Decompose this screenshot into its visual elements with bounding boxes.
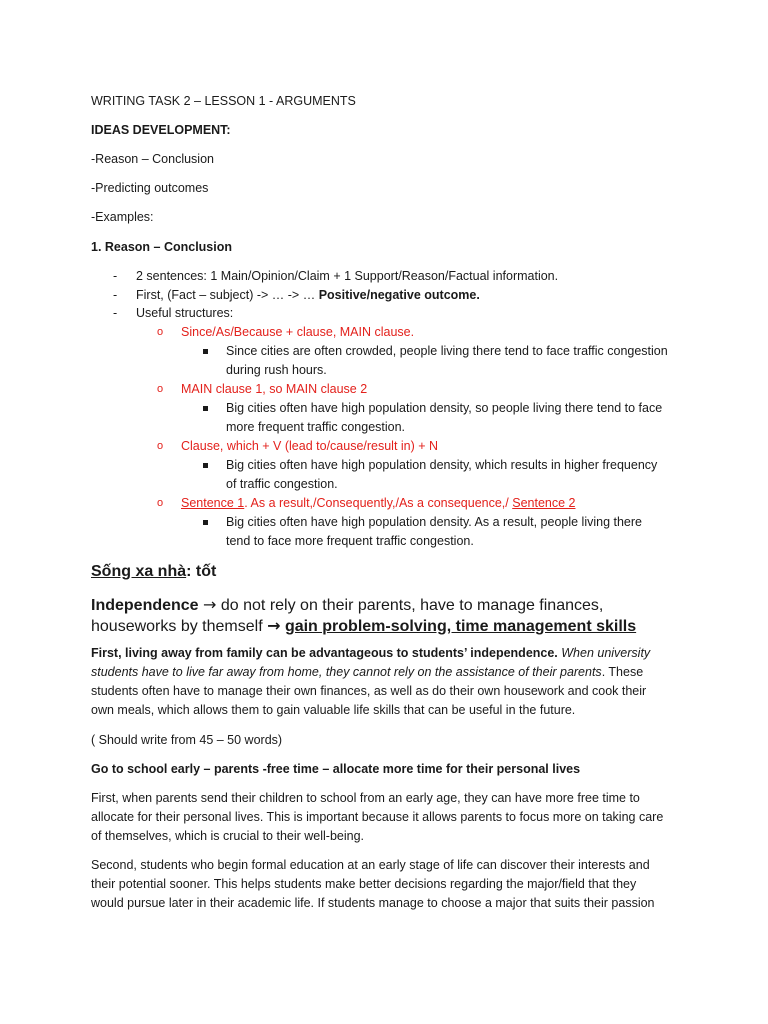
paragraph-line: would pursue later in their academic life. If students manage to choose a major that suits their passion bbox=[91, 896, 655, 910]
paragraph-line: allocate for their personal lives. This is important because it allows parents to focus more on taking care bbox=[91, 810, 664, 824]
topic2-heading: Go to school early – parents -free time – allocate more time for their personal lives bbox=[91, 762, 581, 776]
paragraph-line: students often have to manage their own finances, as well as do their own housework and cook their bbox=[91, 684, 647, 698]
arrow-icon: → bbox=[203, 595, 217, 614]
bullet-text: Useful structures: bbox=[136, 306, 234, 320]
structure-example: of traffic congestion. bbox=[226, 477, 338, 491]
italic-text: When university bbox=[557, 646, 651, 660]
dash-bullet: - bbox=[113, 288, 118, 302]
paragraph-line bbox=[91, 663, 643, 682]
document-title: WRITING TASK 2 – LESSON 1 - ARGUMENTS bbox=[91, 94, 356, 108]
circle-bullet: o bbox=[157, 497, 164, 509]
italic-text: students have to live far away from home, they cannot rely on the assistance of their parents bbox=[91, 665, 602, 679]
topic-sentence: First, living away from family can be advantageous to students’ independence. bbox=[91, 646, 558, 660]
section-heading: 1. Reason – Conclusion bbox=[91, 240, 233, 254]
topic-heading-rest: : tốt bbox=[186, 563, 217, 580]
bullet-text-bold: Positive/negative outcome. bbox=[318, 288, 480, 302]
bullet-text-plain: First, (Fact – subject) -> … -> … bbox=[136, 288, 319, 302]
idea-item: -Examples: bbox=[91, 210, 154, 224]
ideas-heading: IDEAS DEVELOPMENT: bbox=[91, 123, 231, 137]
structure-example: Since cities are often crowded, people living there tend to face traffic congestion bbox=[226, 344, 668, 358]
structure-rule: Since/As/Because + clause, MAIN clause. bbox=[181, 325, 415, 339]
structure-rule bbox=[181, 494, 575, 513]
topic-heading bbox=[91, 561, 216, 582]
paragraph-line: Second, students who begin formal education at an early stage of life can discover their interests and bbox=[91, 858, 650, 872]
bullet-text: 2 sentences: 1 Main/Opinion/Claim + 1 Support/Reason/Factual information. bbox=[136, 269, 559, 283]
paragraph-line bbox=[91, 644, 650, 663]
idea-item: -Predicting outcomes bbox=[91, 181, 209, 195]
circle-bullet: o bbox=[157, 440, 164, 452]
structure-example: Big cities often have high population density. As a result, people living there bbox=[226, 515, 643, 529]
dash-bullet: - bbox=[113, 269, 118, 283]
independence-line-2 bbox=[91, 615, 636, 637]
structure-example: Big cities often have high population density, so people living there tend to face bbox=[226, 401, 663, 415]
plain-text: . These bbox=[601, 665, 644, 679]
square-bullet bbox=[203, 520, 208, 525]
structure-example: Big cities often have high population density, which results in higher frequency bbox=[226, 458, 658, 472]
structure-rule: Clause, which + V (lead to/cause/result in) + N bbox=[181, 439, 439, 453]
circle-bullet: o bbox=[157, 326, 164, 338]
skills-highlight: gain problem-solving, time management skills bbox=[284, 618, 637, 635]
word-count-note: ( Should write from 45 – 50 words) bbox=[91, 733, 283, 747]
independence-line bbox=[91, 594, 603, 616]
independence-line-2-plain: houseworks by themself bbox=[91, 618, 268, 635]
square-bullet bbox=[203, 463, 208, 468]
paragraph-line: their potential sooner. This helps students make better decisions regarding the major/field that they bbox=[91, 877, 637, 891]
arrow-icon: → bbox=[267, 616, 281, 635]
structure-example: during rush hours. bbox=[226, 363, 327, 377]
circle-bullet: o bbox=[157, 383, 164, 395]
bullet-text bbox=[136, 286, 480, 305]
dash-bullet: - bbox=[113, 306, 118, 320]
independence-rest: do not rely on their parents, have to manage finances, bbox=[216, 597, 604, 614]
sentence-2-label: Sentence 2 bbox=[512, 496, 576, 510]
structure-rule: MAIN clause 1, so MAIN clause 2 bbox=[181, 382, 368, 396]
paragraph-line: First, when parents send their children to school from an early age, they can have more free time to bbox=[91, 791, 640, 805]
structure-example: tend to face more frequent traffic congestion. bbox=[226, 534, 474, 548]
paragraph-line: own meals, which allows them to gain valuable life skills that can be useful in the future. bbox=[91, 703, 576, 717]
square-bullet bbox=[203, 406, 208, 411]
sentence-1-label: Sentence 1 bbox=[181, 496, 245, 510]
connector-list: . As a result,/Consequently,/As a consequence,/ bbox=[244, 496, 513, 510]
square-bullet bbox=[203, 349, 208, 354]
paragraph-line: of themselves, which is crucial to their well-being. bbox=[91, 829, 365, 843]
topic-heading-underlined: Sống xa nhà bbox=[91, 563, 187, 580]
structure-example: more frequent traffic congestion. bbox=[226, 420, 406, 434]
independence-word: Independence bbox=[91, 597, 199, 614]
idea-item: -Reason – Conclusion bbox=[91, 152, 214, 166]
